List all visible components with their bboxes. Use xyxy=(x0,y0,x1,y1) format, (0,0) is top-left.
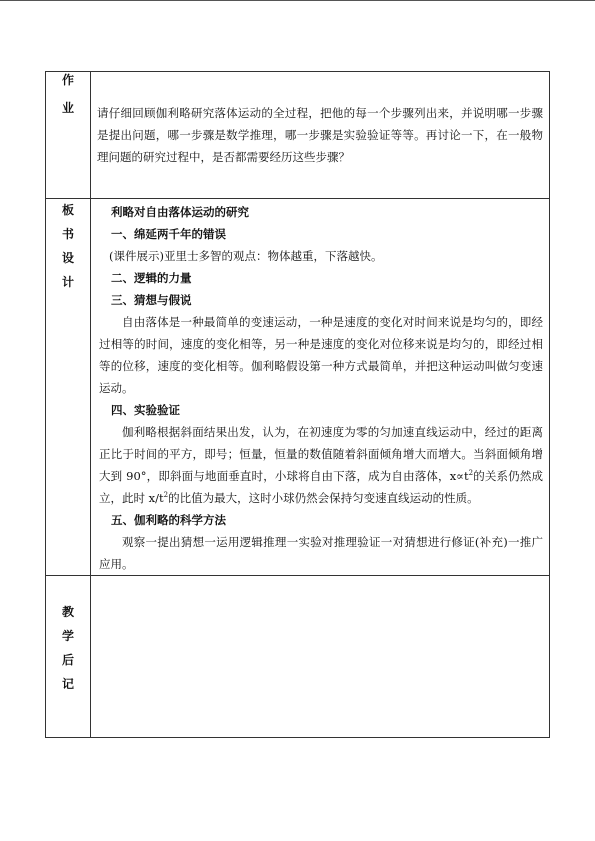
board-content xyxy=(91,199,549,575)
section-3-text: 自由落体是一种最简单的变速运动，一种是速度的变化对时间来说是均匀的，即经过相等的时间，速度的变化相等，另一种是速度的变化对位移来说是均匀的，即经过相等的位移，速度的变化相等。伽利略假设第一种方式最简单，并把这种运动叫做匀变速运动。 xyxy=(99,315,543,395)
notes-content-cell xyxy=(91,576,550,738)
section-1-text: (课件展示)亚里士多智的观点：物体越重，下落越快。 xyxy=(109,249,383,263)
section-4-heading: 四、实验验证 xyxy=(111,403,180,417)
section-4-text: 伽利略根据斜面结果出发，认为，在初速度为零的匀加速直线运动中，经过的距离正比于时间的平方，即号；恒量，恒量的数值随着斜面倾角增大而增大。当斜面倾角增大到 90°，即斜面与地面垂直时，小球将自由下落，成为自由落体，$x\propto t^2$的关系仍然成立，此时 $x/t^2$的比值为最大，这时小球仍然会保持匀变速直线运动的性质。 xyxy=(99,425,543,505)
board-title: 利略对自由落体运动的研究 xyxy=(111,205,249,219)
homework-text: 请仔细回顾伽利略研究落体运动的全过程，把他的每一个步骤列出来，并说明哪一步骤是提出问题，哪一步骤是数学推理，哪一步骤是实验验证等等。再讨论一下，在一般物理问题的研究过程中，是否都需要经历这些步骤？ xyxy=(97,106,543,164)
section-3-heading: 三、猜想与假说 xyxy=(111,293,192,307)
teaching-notes-label: 教 学 后 记 xyxy=(61,605,74,691)
teaching-notes-row xyxy=(46,576,550,738)
board-label-cell xyxy=(46,199,91,576)
homework-content-cell xyxy=(91,72,550,199)
section-1-heading: 一、绵延两千年的错误 xyxy=(111,227,226,241)
section-5-text: 观察一提出猜想一运用逻辑推理一实验对推理验证一对猜想进行修证(补充)一推广应用。 xyxy=(99,535,543,571)
section-5-heading: 五、伽利略的科学方法 xyxy=(111,513,226,527)
page-top-rule xyxy=(0,0,595,1)
notes-label-cell xyxy=(46,576,91,738)
lesson-plan-table xyxy=(45,71,550,738)
homework-row xyxy=(46,72,550,199)
board-design-row xyxy=(46,199,550,576)
board-content-cell xyxy=(91,199,550,576)
homework-label: 作 业 xyxy=(61,73,74,115)
board-design-label: 板 书 设 计 xyxy=(61,203,74,289)
section-2-heading: 二、逻辑的力量 xyxy=(111,271,192,285)
homework-label-cell xyxy=(46,72,91,199)
